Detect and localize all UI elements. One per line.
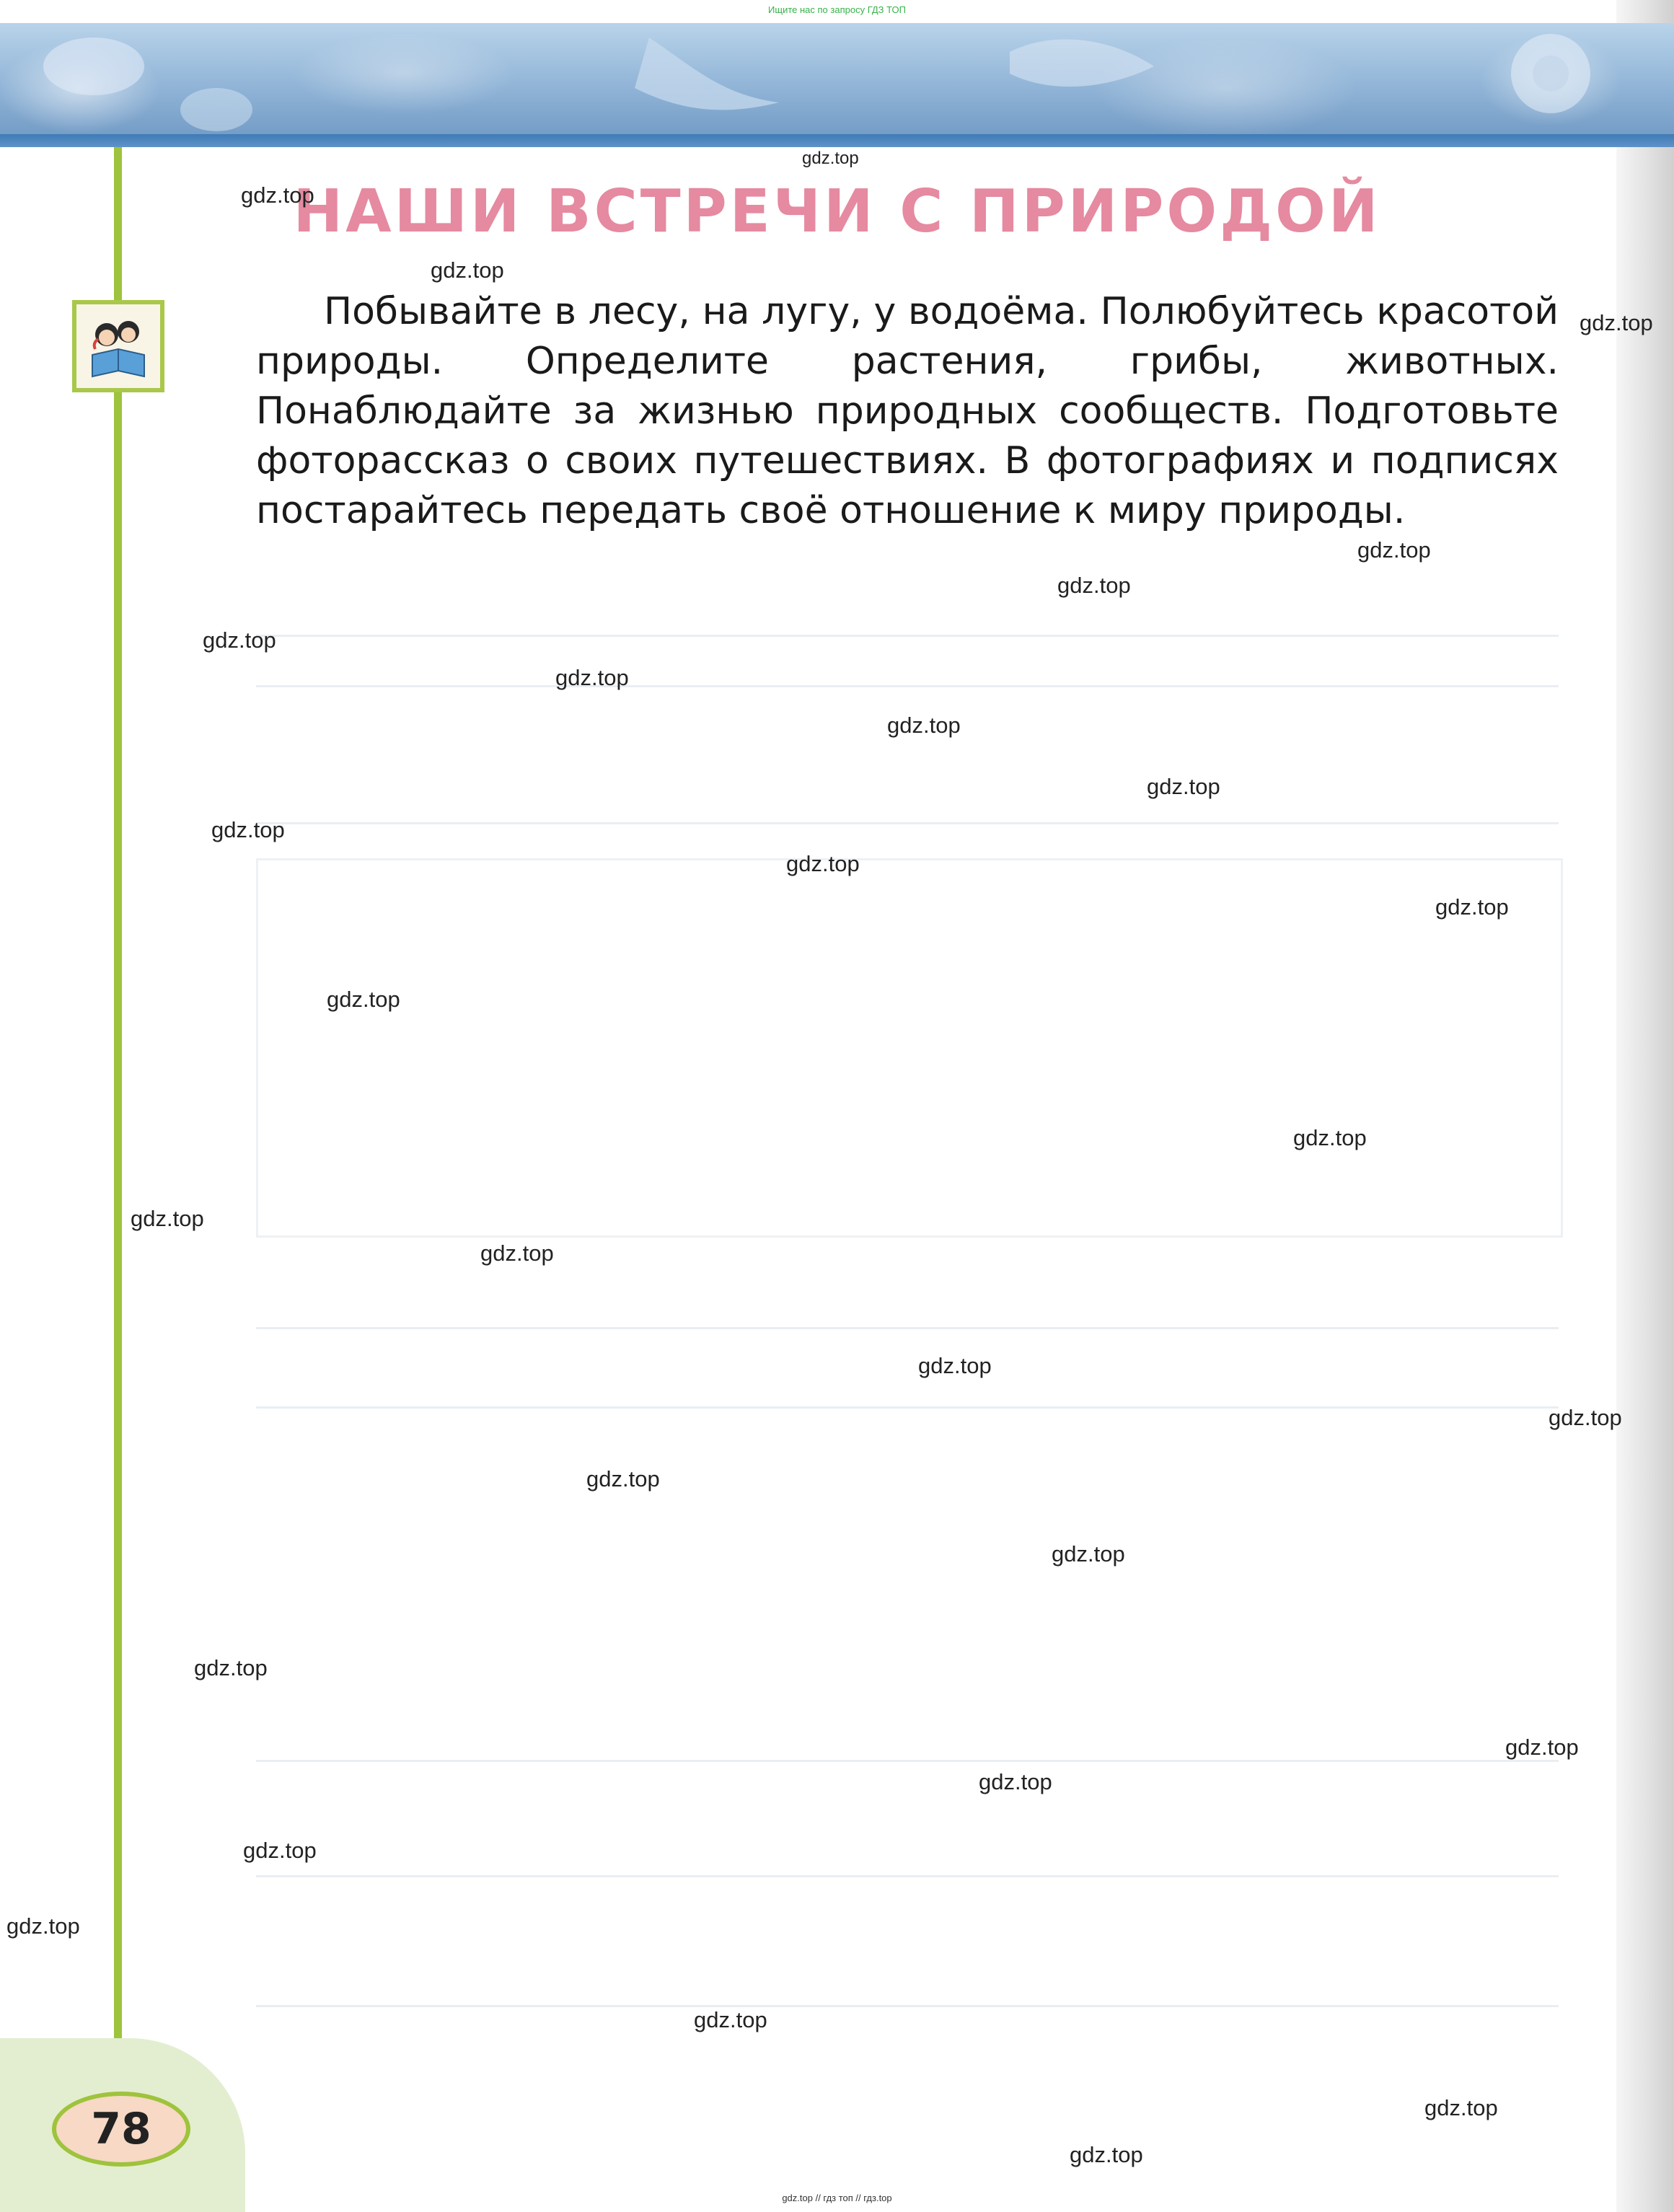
ghost-line — [256, 1327, 1559, 1329]
watermark: gdz.top — [194, 1655, 268, 1680]
header-banner — [0, 23, 1674, 144]
page-title: НАШИ ВСТРЕЧИ С ПРИРОДОЙ — [293, 177, 1381, 246]
watermark: gdz.top — [241, 182, 314, 208]
watermark: gdz.top — [131, 1206, 204, 1231]
watermark: gdz.top — [918, 1353, 992, 1378]
ghost-box — [256, 858, 1563, 1238]
ghost-line — [256, 1406, 1559, 1409]
watermark: gdz.top — [1505, 1735, 1579, 1760]
watermark: gdz.top — [1424, 2095, 1498, 2120]
icon-drawing — [76, 304, 160, 388]
watermark: gdz.top — [243, 1838, 317, 1863]
banner-bar — [0, 134, 1674, 147]
watermark: gdz.top — [586, 1466, 660, 1491]
ghost-line — [256, 822, 1559, 824]
watermark: gdz.top — [1293, 1125, 1367, 1150]
watermark: gdz.top — [203, 627, 276, 653]
banner-decoration — [0, 23, 1674, 144]
watermark: gdz.top — [1549, 1405, 1622, 1430]
ghost-line — [256, 1760, 1559, 1762]
watermark: gdz.top — [786, 851, 860, 876]
watermark: gdz.top — [887, 713, 961, 738]
watermark: gdz.top — [327, 987, 400, 1012]
ghost-line — [256, 635, 1559, 637]
watermark: gdz.top — [211, 817, 285, 842]
ghost-line — [256, 2005, 1559, 2007]
watermark: gdz.top — [1057, 573, 1131, 598]
watermark: gdz.top — [555, 665, 629, 690]
watermark: gdz.top — [1580, 310, 1653, 335]
bottom-note: gdz.top // гдз топ // гдз.top — [782, 2193, 892, 2203]
watermark: gdz.top — [1070, 2142, 1143, 2167]
watermark: gdz.top — [1435, 894, 1509, 920]
ghost-line — [256, 1875, 1559, 1877]
watermark: gdz.top — [979, 1769, 1052, 1794]
watermark: gdz.top — [1052, 1541, 1125, 1567]
watermark: gdz.top — [1357, 537, 1431, 563]
watermark: gdz.top — [6, 1913, 80, 1939]
ghost-line — [256, 685, 1559, 687]
top-note: Ищите нас по запросу ГДЗ ТОП — [768, 4, 906, 15]
task-paragraph: Побывайте в лесу, на лугу, у водоёма. Полюбуйтесь красотой природы. Определите растения, грибы, животных. Понаблюдайте за жизнью природных сообществ. Подготовьте фоторассказ о своих путешествиях. В фотографиях и подписях постарайтесь передать своё отношение к миру природы. — [256, 290, 1559, 532]
page-number: 78 — [52, 2092, 190, 2167]
watermark: gdz.top — [431, 257, 504, 283]
children-reading-icon — [72, 300, 164, 392]
watermark: gdz.top — [1147, 774, 1220, 799]
watermark: gdz.top — [802, 149, 859, 168]
watermark: gdz.top — [480, 1241, 554, 1266]
margin-line — [114, 147, 122, 2109]
watermark: gdz.top — [694, 2007, 767, 2032]
